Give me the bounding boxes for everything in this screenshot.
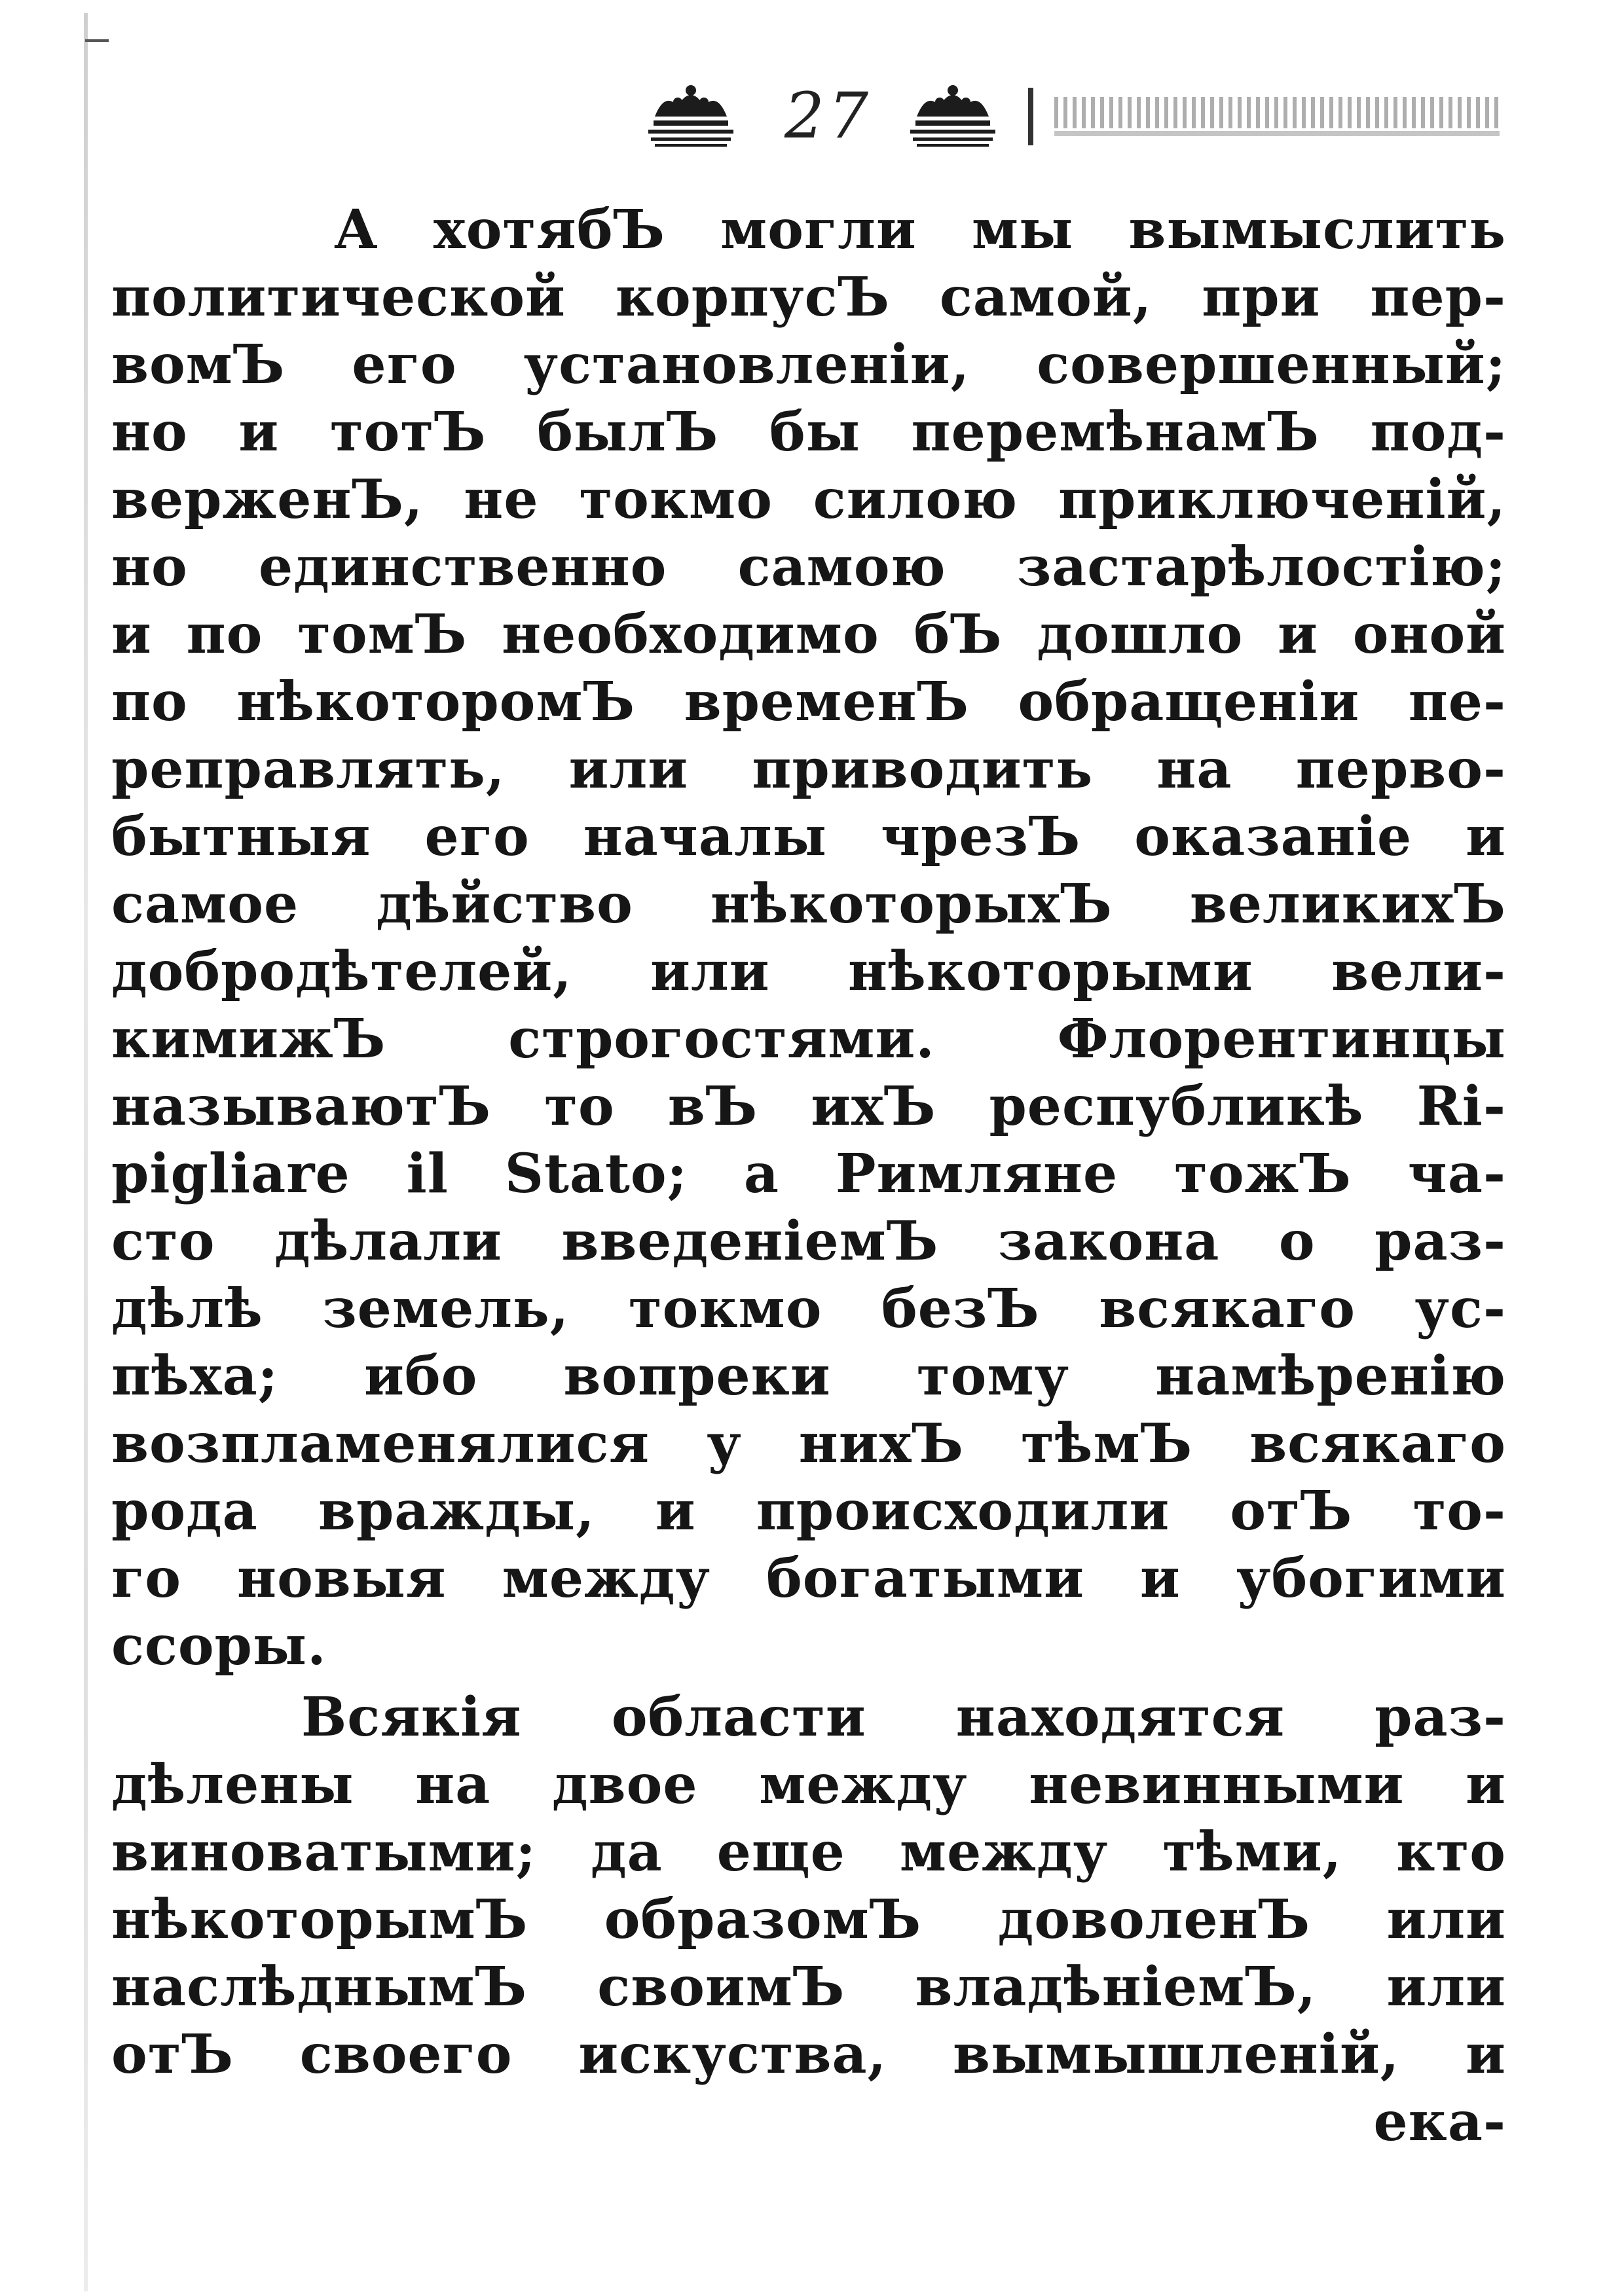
text-line: Всякія области находятся раз- — [301, 1686, 1506, 1749]
text-line: но единственно самою застарѣлостію; — [111, 536, 1506, 598]
text-line: А хотябЪ могли мы вымыслить — [334, 198, 1506, 261]
text-line: нѣкоторымЪ образомЪ доволенЪ или — [111, 1888, 1506, 1951]
text-line: бытныя его началы чрезЪ оказаніе и — [111, 805, 1506, 868]
text-line: сто дѣлали введеніемЪ закона о раз- — [111, 1210, 1506, 1273]
text-line: наслѣднымЪ своимЪ владѣніемЪ, или — [111, 1956, 1506, 2018]
text-line: ссоры. — [111, 1614, 327, 1677]
paragraph-1 — [111, 196, 1506, 1680]
text-line: pigliare il Stato; а Римляне тожЪ ча- — [111, 1142, 1506, 1205]
text-line: и по томЪ необходимо бЪ дошло и оной — [111, 603, 1506, 666]
header-decorative-rule — [1054, 97, 1500, 128]
text-line: реправлять, или приводить на перво- — [111, 738, 1506, 801]
text-line: рода вражды, и происходили отЪ то- — [111, 1480, 1506, 1542]
page-number: 27 — [784, 79, 873, 153]
scan-left-edge — [84, 13, 88, 2291]
text-line: дѣлены на двое между невинными и — [111, 1753, 1506, 1816]
text-line: верженЪ, не токмо силою приключеній, — [111, 468, 1506, 531]
header-decorative-rule-underline — [1054, 131, 1500, 136]
text-line: го новыя между богатыми и убогими — [111, 1547, 1506, 1610]
text-line: возпламенялися у нихЪ тѣмЪ всякаго — [111, 1412, 1506, 1475]
text-line: пѣха; ибо вопреки тому намѣренію — [111, 1345, 1506, 1408]
text-line: политической корпусЪ самой, при пер- — [111, 266, 1506, 329]
text-line: кимижЪ строгостями. Флорентинцы — [111, 1008, 1506, 1070]
crown-ornament-icon — [904, 79, 1002, 151]
page-header — [629, 79, 1061, 157]
text-line: но и тотЪ былЪ бы перемѣнамЪ под- — [111, 401, 1506, 464]
text-line: добродѣтелей, или нѣкоторыми вели- — [111, 940, 1506, 1003]
text-line: самое дѣйство нѣкоторыхЪ великихЪ — [111, 873, 1506, 936]
crown-ornament-icon — [642, 79, 740, 151]
text-line: отЪ своего искуства, вымышленій, и — [111, 2023, 1506, 2086]
catchword: ека- — [1373, 2090, 1506, 2153]
scan-edge-mark — [85, 39, 109, 42]
paragraph-2 — [111, 1684, 1506, 2088]
text-line: по нѣкоторомЪ временЪ обращеніи пе- — [111, 670, 1506, 733]
body-text — [111, 196, 1506, 2156]
text-line: дѣлѣ земель, токмо безЪ всякаго ус- — [111, 1277, 1506, 1340]
text-line: вомЪ его установленіи, совершенный; — [111, 333, 1506, 396]
text-line: называютЪ то вЪ ихЪ республикѣ Ri- — [111, 1075, 1506, 1138]
header-bracket — [1028, 88, 1033, 145]
text-line: виноватыми; да еще между тѣми, кто — [111, 1821, 1506, 1884]
